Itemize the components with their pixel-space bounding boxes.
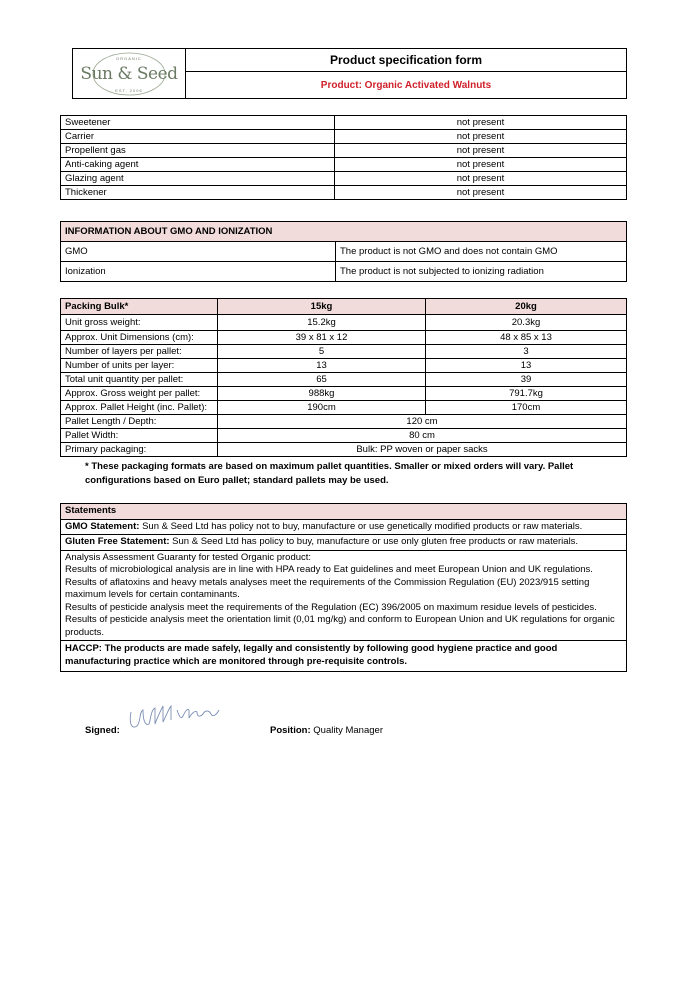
packing-label: Approx. Gross weight per pallet: (61, 387, 218, 401)
packing-row (61, 373, 627, 387)
packing-header-15kg: 15kg (218, 299, 426, 315)
additive-row (61, 144, 627, 158)
packing-value-15kg: 190cm (218, 401, 426, 415)
packing-merged-row (61, 443, 627, 457)
position-value: Quality Manager (310, 725, 383, 736)
packing-label: Unit gross weight: (61, 315, 218, 331)
packing-label: Approx. Unit Dimensions (cm): (61, 331, 218, 345)
analysis-line: Results of aflatoxins and heavy metals analyses meet the requirements of the Commission Regulation (EU) 2023/915 setting maximum levels for certain contaminants. (65, 576, 590, 600)
product-name: Product: Organic Activated Walnuts (186, 72, 627, 99)
packing-header-20kg: 20kg (426, 299, 627, 315)
packing-table (60, 298, 627, 457)
gmo-label: GMO (61, 242, 336, 262)
additive-value: not present (335, 144, 627, 158)
packing-note: * These packaging formats are based on maximum pallet quantities. Smaller or mixed orders will vary. Pallet configurations based on Euro pallet; standard pallets may be used. (85, 461, 574, 486)
gmo-statement-label: GMO Statement: (65, 520, 140, 532)
gluten-free-text: Sun & Seed Ltd has policy to buy, manufacture or use only gluten free products or raw materials. (169, 536, 579, 547)
packing-label: Number of units per layer: (61, 359, 218, 373)
handwritten-signature (125, 700, 235, 734)
packing-header-label: Packing Bulk* (61, 299, 218, 315)
packing-row (61, 345, 627, 359)
packing-value-20kg: 3 (426, 345, 627, 359)
position-label: Position: (270, 725, 311, 736)
packing-label: Primary packaging: (61, 443, 218, 457)
packing-value-15kg: 65 (218, 373, 426, 387)
packing-row (61, 331, 627, 345)
gmo-statement-text: Sun & Seed Ltd has policy not to buy, manufacture or use genetically modified products or raw materials. (139, 520, 583, 532)
packing-value-15kg: 39 x 81 x 12 (218, 331, 426, 345)
haccp-statement: HACCP: The products are made safely, legally and consistently by following good hygiene practice and good manufacturing practice which are monitored through pre-requisite controls. (61, 641, 627, 672)
packing-value-20kg: 39 (426, 373, 627, 387)
ionization-value: The product is not subjected to ionizing radiation (336, 262, 627, 282)
additive-value: not present (335, 116, 627, 130)
analysis-line: Results of pesticide analysis meet the orientation limit (0,01 mg/kg) and conform to European Union and UK regulations for organic products. (65, 614, 615, 638)
logo-cell (73, 49, 186, 99)
packing-value-shared: 80 cm (218, 429, 627, 443)
additive-row (61, 158, 627, 172)
analysis-line: Analysis Assessment Guaranty for tested Organic product: (65, 551, 312, 563)
gmo-section-heading: INFORMATION ABOUT GMO AND IONIZATION (61, 222, 627, 242)
signed-label: Signed: (85, 725, 120, 736)
packing-value-shared: Bulk: PP woven or paper sacks (218, 443, 627, 457)
statements-table (60, 503, 627, 672)
packing-label: Approx. Pallet Height (inc. Pallet): (61, 401, 218, 415)
gmo-ionization-table (60, 221, 627, 282)
packing-label: Pallet Width: (61, 429, 218, 443)
packing-value-20kg: 20.3kg (426, 315, 627, 331)
packing-header-row (61, 299, 627, 315)
analysis-line: Results of microbiological analysis are in line with HPA ready to Eat guidelines and meet European Union and UK regulations. (65, 564, 593, 575)
additive-name: Propellent gas (61, 144, 335, 158)
packing-value-20kg: 170cm (426, 401, 627, 415)
statements-heading: Statements (61, 504, 627, 520)
additive-name: Carrier (61, 130, 335, 144)
sun-and-seed-logo: ORGANIC Sun & Seed EST. 2006 (77, 50, 181, 98)
additive-row (61, 186, 627, 200)
packing-value-15kg: 13 (218, 359, 426, 373)
packing-row (61, 315, 627, 331)
additive-value: not present (335, 158, 627, 172)
additive-value: not present (335, 172, 627, 186)
packing-merged-row (61, 429, 627, 443)
packing-row (61, 387, 627, 401)
page-title: Product specification form (186, 49, 627, 72)
packing-label: Number of layers per pallet: (61, 345, 218, 359)
header-table (72, 48, 627, 99)
additive-row (61, 116, 627, 130)
additive-value: not present (335, 186, 627, 200)
additive-value: not present (335, 130, 627, 144)
packing-value-15kg: 15.2kg (218, 315, 426, 331)
packing-value-15kg: 5 (218, 345, 426, 359)
additive-row (61, 130, 627, 144)
gmo-value: The product is not GMO and does not contain GMO (336, 242, 627, 262)
packing-value-20kg: 48 x 85 x 13 (426, 331, 627, 345)
additive-row (61, 172, 627, 186)
packing-value-20kg: 13 (426, 359, 627, 373)
analysis-statement (61, 550, 627, 641)
packing-merged-row (61, 415, 627, 429)
packing-value-15kg: 988kg (218, 387, 426, 401)
additives-table (60, 115, 627, 200)
gluten-free-label: Gluten Free Statement: (65, 536, 170, 547)
additive-name: Thickener (61, 186, 335, 200)
gmo-statement (61, 519, 627, 535)
additive-name: Anti-caking agent (61, 158, 335, 172)
packing-label: Pallet Length / Depth: (61, 415, 218, 429)
gluten-free-statement (61, 535, 627, 551)
packing-row (61, 401, 627, 415)
packing-row (61, 359, 627, 373)
position-field (270, 725, 383, 736)
ionization-label: Ionization (61, 262, 336, 282)
analysis-line: Results of pesticide analysis meet the requirements of the Regulation (EC) 396/2005 on maximum residue levels of pesticides. (65, 601, 597, 613)
additive-name: Glazing agent (61, 172, 335, 186)
packing-label: Total unit quantity per pallet: (61, 373, 218, 387)
additive-name: Sweetener (61, 116, 335, 130)
packing-value-shared: 120 cm (218, 415, 627, 429)
packing-value-20kg: 791.7kg (426, 387, 627, 401)
